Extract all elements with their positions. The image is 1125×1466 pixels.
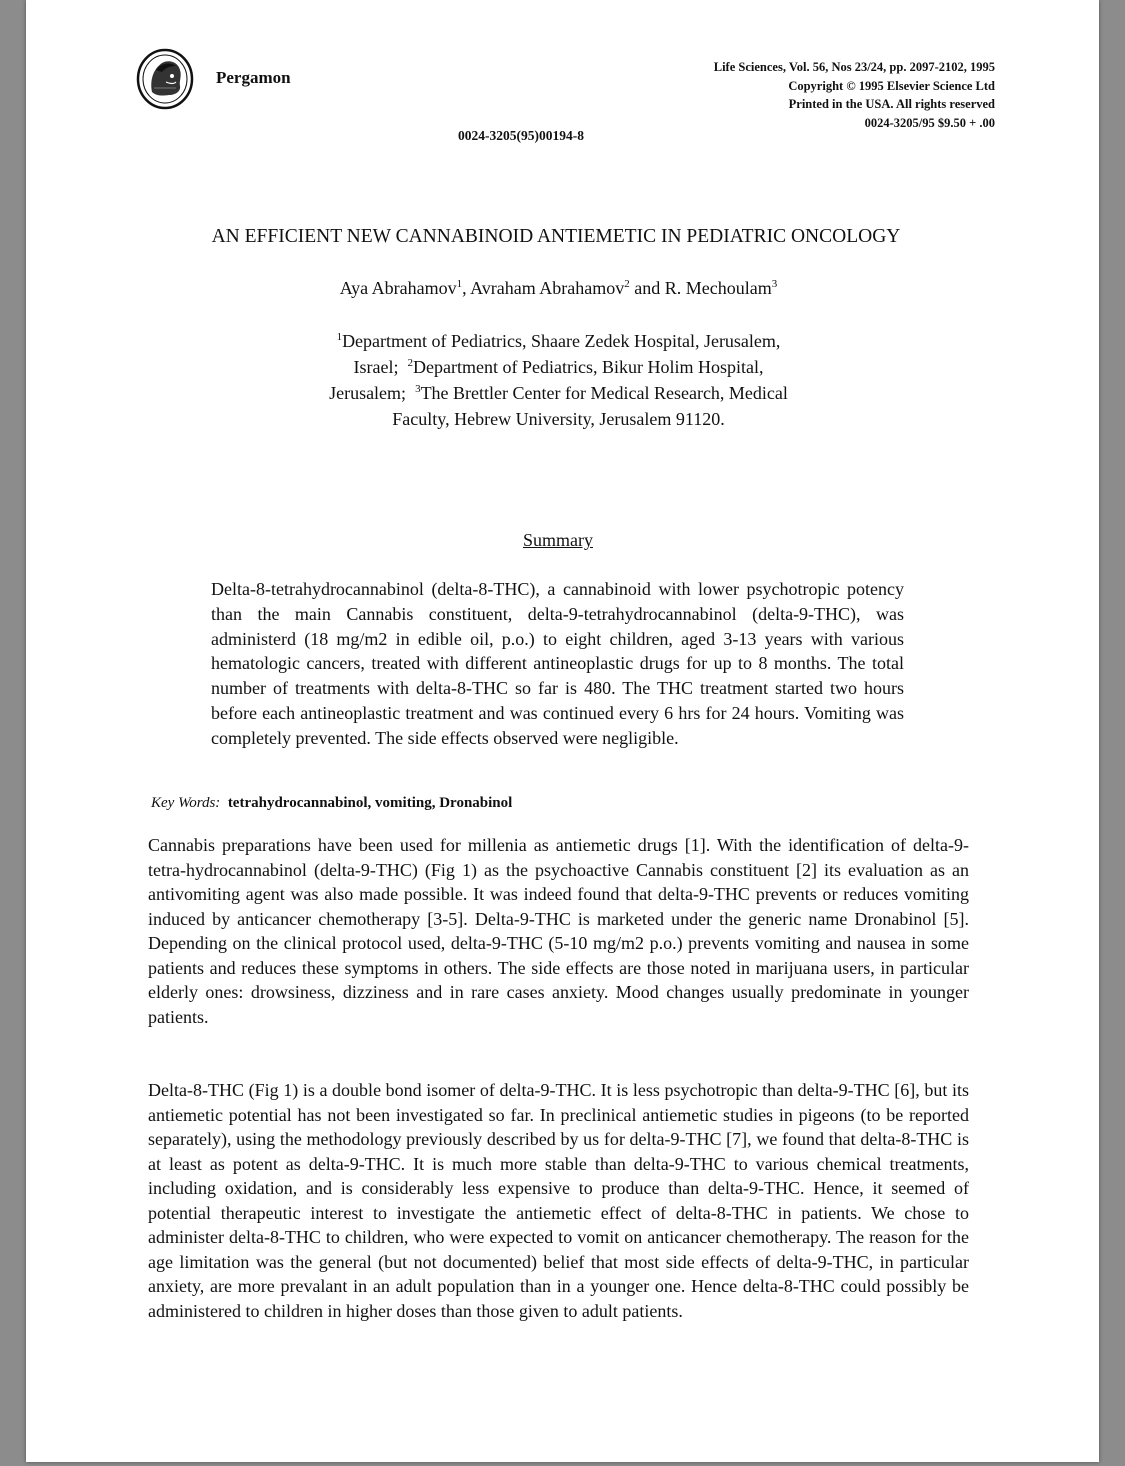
author-separator: and	[629, 278, 665, 298]
author-name: Aya Abrahamov	[339, 278, 457, 298]
author-list	[26, 278, 1091, 299]
copyright-line: Copyright © 1995 Elsevier Science Ltd	[788, 78, 995, 93]
issn-line: 0024-3205/95 $9.50 + .00	[864, 115, 995, 130]
affil-mark: 3	[415, 383, 421, 395]
journal-citation	[714, 58, 995, 132]
affiliations	[26, 328, 1091, 432]
author-separator: ,	[462, 278, 471, 298]
affiliation-text: Faculty, Hebrew University, Jerusalem 91120.	[392, 409, 725, 429]
rights-line: Printed in the USA. All rights reserved	[788, 97, 995, 111]
author-name: R. Mechoulam	[664, 278, 772, 298]
author-affil-mark: 2	[624, 278, 630, 290]
affiliation-text: Jerusalem;	[329, 383, 407, 403]
affiliation-text: Israel;	[353, 357, 399, 377]
affil-mark: 1	[336, 331, 343, 343]
author-name: Avraham Abrahamov	[470, 278, 625, 298]
article-id: 0024-3205(95)00194-8	[458, 128, 584, 143]
affil-mark: 2	[407, 357, 414, 369]
keywords-values: tetrahydrocannabinol, vomiting, Dronabinol	[227, 795, 513, 811]
affiliation-text: Department of Pediatrics, Shaare Zedek Hospital, Jerusalem,	[342, 331, 781, 351]
pergamon-logo-icon	[136, 48, 194, 110]
summary-text: Delta-8-tetrahydrocannabinol (delta-8-THC), a cannabinoid with lower psychotropic potency than the main Cannabis constituent, delta-9-tetrahydrocannabinol (delta-9-THC), was administerd (18 mg/m2 in edible oil, p.o.) to eight children, aged 3-13 years with various hematologic cancers, treated with different antineoplastic drugs for up to 8 months. The total number of treatments with delta-8-THC so far is 480. The THC treatment started two hours before each antineoplastic treatment and was continued every 6 hrs for 24 hours. Vomiting was completely prevented. The side effects observed were negligible.	[211, 579, 904, 748]
summary-heading: Summary	[523, 530, 593, 550]
body-paragraph: Delta-8-THC (Fig 1) is a double bond isomer of delta-9-THC. It is less psychotropic than delta-9-THC [6], but its antiemetic potential has not been investigated so far. In preclinical antiemetic studies in pigeons (to be reported separately), using the methodology previously described by us for delta-9-THC [7], we found that delta-8-THC is at least as potent as delta-9-THC. It is much more stable than delta-9-THC to various chemical treatments, including oxidation, and is considerably less expensive to produce than delta-9-THC. Hence, it seemed of potential therapeutic interest to investigate the antiemetic effect of delta-8-THC in patients. We chose to administer delta-8-THC to children, who were expected to vomit on anticancer chemotherapy. The reason for the age limitation was the general (but not documented) belief that most side effects of delta-9-THC, in particular anxiety, are more prevalant in an adult population than in a younger one. Hence delta-8-THC could possibly be administered to children in higher doses than those given to adult patients.	[148, 1080, 969, 1321]
body-paragraph: Cannabis preparations have been used for millenia as antiemetic drugs [1]. With the identification of delta-9-tetra-hydrocannabinol (delta-9-THC) (Fig 1) as the psychoactive Cannabis constituent [2] its evaluation as an antivomiting agent was also made possible. It was indeed found that delta-9-THC prevents or reduces vomiting induced by anticancer chemotherapy [3-5]. Delta-9-THC is marketed under the generic name Dronabinol [5]. Depending on the clinical protocol used, delta-9-THC (5-10 mg/m2 p.o.) prevents vomiting and nausea in some patients and reduces these symptoms in others. The side effects are those noted in marijuana users, in particular elderly ones: drowsiness, dizziness and in rare cases anxiety. Mood changes usually predominate in younger patients.	[148, 835, 969, 1027]
author-affil-mark: 3	[771, 278, 778, 290]
affiliation-text: Department of Pediatrics, Bikur Holim Hospital,	[413, 357, 764, 377]
keywords	[151, 795, 512, 812]
keywords-label: Key Words:	[151, 795, 221, 811]
author-affil-mark: 1	[456, 278, 463, 290]
affiliation-text: The Brettler Center for Medical Research, Medical	[420, 383, 788, 403]
publisher-name: Pergamon	[216, 68, 291, 87]
journal-line: Life Sciences, Vol. 56, Nos 23/24, pp. 2097-2102, 1995	[713, 60, 995, 74]
paper-title: AN EFFICIENT NEW CANNABINOID ANTIEMETIC IN PEDIATRIC ONCOLOGY	[211, 226, 901, 247]
document-page	[26, 0, 1099, 1462]
